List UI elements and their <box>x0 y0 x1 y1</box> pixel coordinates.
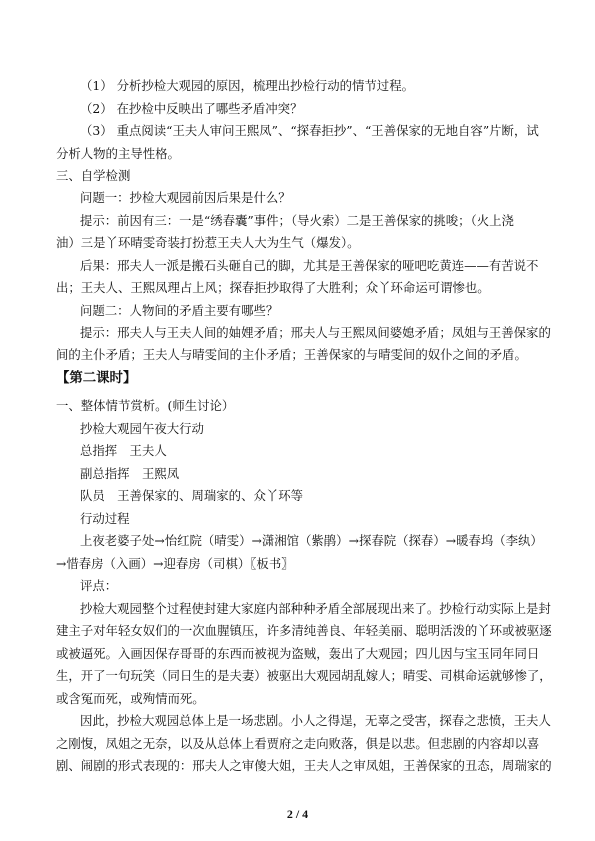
comment-para-1-line4: 生，开了一句玩笑（同日生的是夫妻）被驱出大观园胡乱嫁人；晴雯、司棋命运就够惨了， <box>56 668 552 683</box>
task-item-1: （1） 分析抄检大观园的原因，梳理出抄检行动的情节过程。 <box>80 78 414 93</box>
comment-para-2-line3: 剧、闹剧的形式表现的：邢夫人之审傻大姐，王夫人之审凤姐，王善保家的丑态，周瑞家的 <box>56 758 552 773</box>
hint-2: 提示：邢夫人与王夫人间的妯娌矛盾；邢夫人与王熙凤间婆媳矛盾；凤姐与王善保家的 <box>80 325 551 340</box>
consequence: 后果：邢夫人一派是搬石头砸自己的脚，尤其是王善保家的哑吧吃黄连——有苦说不 <box>80 258 539 273</box>
action-route: 上夜老婆子处→怡红院（晴雯）→潇湘馆（紫鹃）→探春院（探春）→暖春坞（李纨） <box>80 533 543 548</box>
lesson-heading: 【第二课时】 <box>56 370 137 386</box>
comment-para-1-line2: 建主子对年轻女奴们的一次血腥镇压，许多清纯善良、年轻美丽、聪明活泼的丫环或被驱逐 <box>56 623 552 638</box>
hint-2-cont: 间的主仆矛盾；王夫人与晴雯间的主仆矛盾；王善保家的与晴雯间的奴仆之间的矛盾。 <box>56 347 527 362</box>
hint-1-cont: 油）三是丫环晴雯奇装打扮惹王夫人大为生气（爆发）。 <box>56 235 360 250</box>
section-heading-plot: 一、整体情节赏析。(师生讨论） <box>56 398 235 413</box>
task-item-3-cont: 分析人物的主导性格。 <box>56 146 180 161</box>
hint-1: 提示：前因有三：一是“绣春囊”事件；（导火索）二是王善保家的挑唆；（火上浇 <box>80 213 514 228</box>
comment-label: 评点： <box>80 578 118 593</box>
consequence-cont: 出；王夫人、王熙凤理占上风；探春拒抄取得了大胜利；众丫环命运可谓惨也。 <box>56 280 490 295</box>
page-number: 2 / 4 <box>286 807 309 821</box>
section-heading-self-check: 三、自学检测 <box>56 168 131 183</box>
team-members: 队员 王善保家的、周瑞家的、众丫环等 <box>80 488 304 503</box>
action-process-label: 行动过程 <box>80 511 130 526</box>
question-2: 问题二：人物间的矛盾主要有哪些？ <box>80 303 279 318</box>
comment-para-1-line5: 或含冤而死，或殉情而死。 <box>56 691 205 706</box>
commander: 总指挥 王夫人 <box>80 443 167 458</box>
action-route-cont: →惜春房（入画）→迎春房（司棋）〖板书〗 <box>56 556 294 571</box>
task-item-2: （2） 在抄检中反映出了哪些矛盾冲突？ <box>80 101 303 116</box>
comment-para-1-line3: 或被逼死。入画因保存哥哥的东西而被视为盗贼，轰出了大观园；四儿因与宝玉同年同日 <box>56 646 540 661</box>
question-1: 问题一：抄检大观园前因后果是什么？ <box>80 190 291 205</box>
comment-para-2-line2: 之刚愎，凤姐之无奈，以及从总体上看贾府之走向败落，俱是以悲。但悲剧的内容却以喜 <box>56 736 540 751</box>
plot-title: 抄检大观园午夜大行动 <box>80 421 204 436</box>
task-item-3: （3） 重点阅读“王夫人审问王熙凤”、“探春拒抄”、“王善保家的无地自容”片断，试 <box>80 123 539 138</box>
comment-para-2: 因此，抄检大观园总体上是一场悲剧。小人之得逞，无辜之受害，探春之悲愤，王夫人 <box>80 713 551 728</box>
comment-para-1: 抄检大观园整个过程使封建大家庭内部种种矛盾全部展现出来了。抄检行动实际上是封 <box>80 601 551 616</box>
deputy-commander: 副总指挥 王熙凤 <box>80 466 180 481</box>
